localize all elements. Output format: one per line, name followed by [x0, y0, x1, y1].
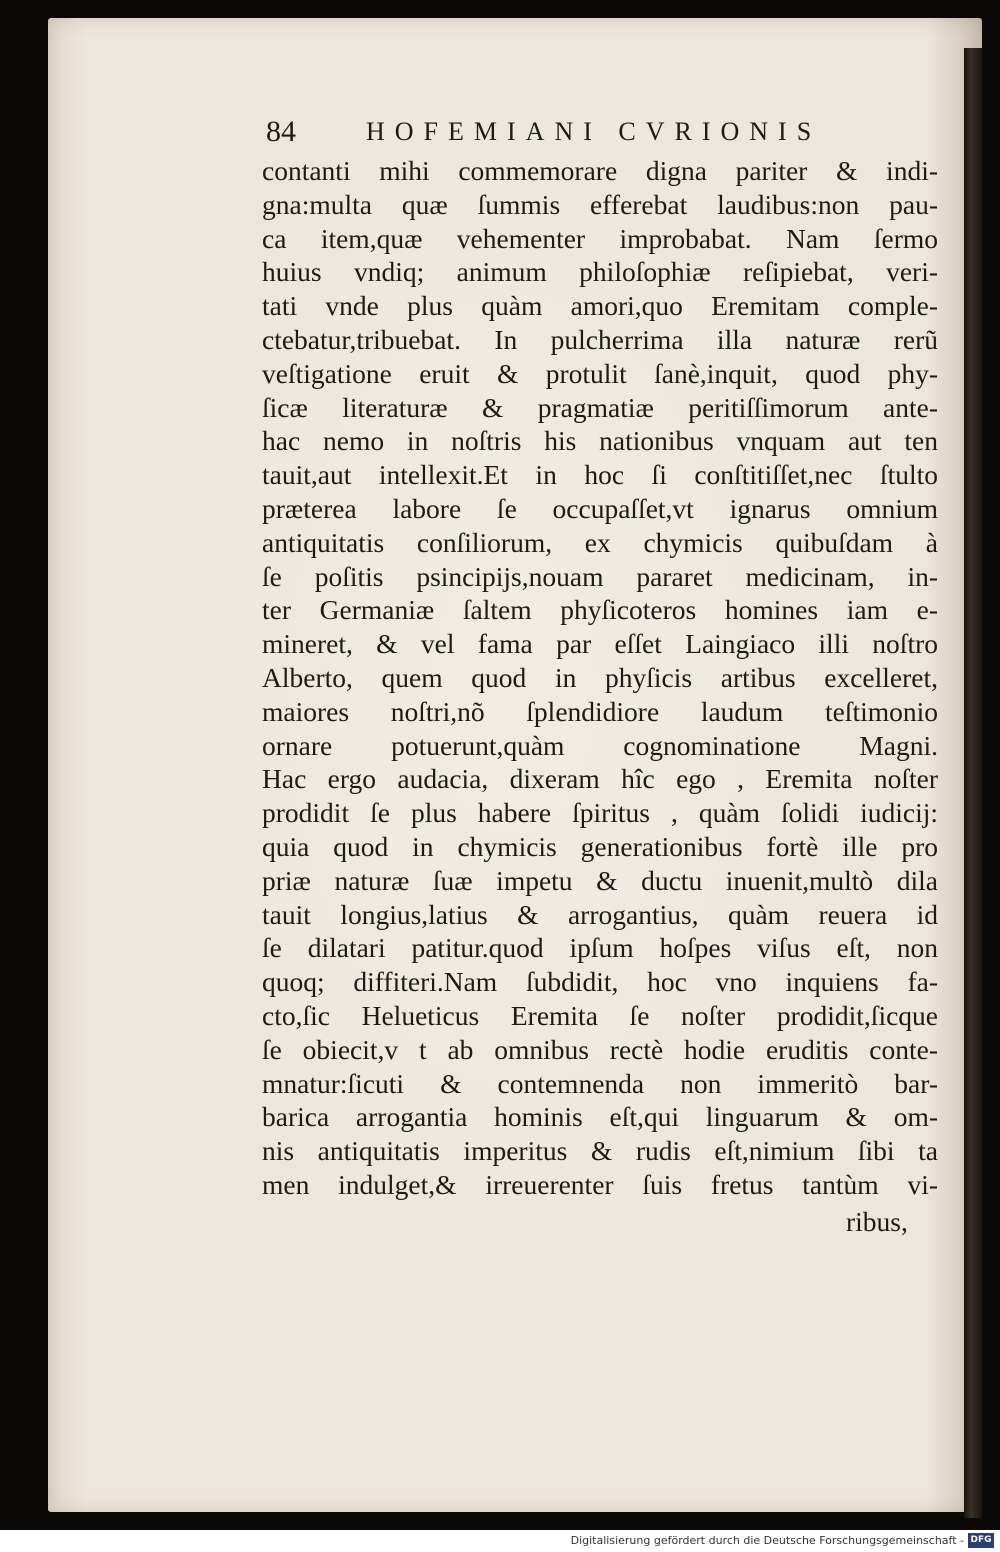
- text-line: priæ naturæ ſuæ impetu & ductu inuenit,multò dila: [262, 864, 938, 896]
- text-line: ornare potuerunt,quàm cognominatione Magni.: [262, 729, 938, 761]
- page-number: 84: [266, 115, 296, 148]
- catchword: ribus,: [846, 1206, 908, 1237]
- page-edge-shadow: [964, 48, 982, 1518]
- text-line: Hac ergo audacia, dixeram hîc ego , Eremita noſter: [262, 763, 938, 795]
- text-line: Alberto, quem quod in phyſicis artibus excelleret,: [262, 661, 938, 693]
- text-line: barica arrogantia hominis eſt,qui linguarum & om-: [262, 1101, 938, 1133]
- text-line: mineret, & vel fama par eſſet Laingiaco illi noſtro: [262, 628, 938, 660]
- body-text: [262, 154, 938, 1202]
- text-line: tauit longius,latius & arrogantius, quàm reuera id: [262, 898, 938, 930]
- text-line: huius vndiq; animum philoſophiæ reſipiebat, veri-: [262, 256, 938, 288]
- text-line: hac nemo in noſtris his nationibus vnquam aut ten: [262, 425, 938, 457]
- text-line: ter Germaniæ ſaltem phyſicoteros homines iam e-: [262, 594, 938, 626]
- text-line: prodidit ſe plus habere ſpiritus , quàm ſolidi iudicij:: [262, 797, 938, 829]
- funding-credit: Digitalisierung gefördert durch die Deutsche Forschungsgemeinschaft -: [570, 1534, 964, 1547]
- text-line: mnatur:ſicuti & contemnenda non immeritò bar-: [262, 1067, 938, 1099]
- text-line: præterea labore ſe occupaſſet,vt ignarus omnium: [262, 492, 938, 524]
- text-line: ca item,quæ vehementer improbabat. Nam ſermo: [262, 222, 938, 254]
- dfg-logo: DFG: [968, 1533, 994, 1548]
- text-line: quia quod in chymicis generationibus fortè ille pro: [262, 830, 938, 862]
- text-line: ſicæ literaturæ & pragmatiæ peritiſſimorum ante-: [262, 391, 938, 423]
- text-line: cto,ſic Helueticus Eremita ſe noſter prodidit,ſicque: [262, 999, 938, 1031]
- text-line: gna:multa quæ ſummis efferebat laudibus:non pau-: [262, 188, 938, 220]
- text-line: men indulget,& irreuerenter ſuis fretus tantùm vi-: [262, 1168, 938, 1200]
- text-line: contanti mihi commemorare digna pariter & indi-: [262, 155, 938, 186]
- text-line: ctebatur,tribuebat. In pulcherrima illa naturæ rerũ: [262, 323, 938, 355]
- running-title: HOFEMIANI CVRIONIS: [366, 117, 822, 146]
- page-header: [266, 112, 876, 152]
- text-line: ſe dilatari patitur.quod ipſum hoſpes viſus eſt, non: [262, 932, 938, 964]
- footer-bar: [0, 1530, 1000, 1552]
- text-line: antiquitatis conſiliorum, ex chymicis quibuſdam à: [262, 526, 938, 558]
- text-line: nis antiquitatis imperitus & rudis eſt,nimium ſibi ta: [262, 1135, 938, 1167]
- text-line: quoq; diffiteri.Nam ſubdidit, hoc vno inquiens fa-: [262, 966, 938, 998]
- text-line: maiores noſtri,nõ ſplendidiore laudum teſtimonio: [262, 695, 938, 727]
- text-line: ſe obiecit,v t ab omnibus rectè hodie eruditis conte-: [262, 1033, 938, 1065]
- text-line: ſe poſitis psincipijs,nouam pararet medicinam, in-: [262, 560, 938, 592]
- text-line: tati vnde plus quàm amori,quo Eremitam comple-: [262, 290, 938, 322]
- text-line: tauit,aut intellexit.Et in hoc ſi conſtitiſſet,nec ſtulto: [262, 459, 938, 491]
- text-line: veſtigatione eruit & protulit ſanè,inquit, quod phy-: [262, 357, 938, 389]
